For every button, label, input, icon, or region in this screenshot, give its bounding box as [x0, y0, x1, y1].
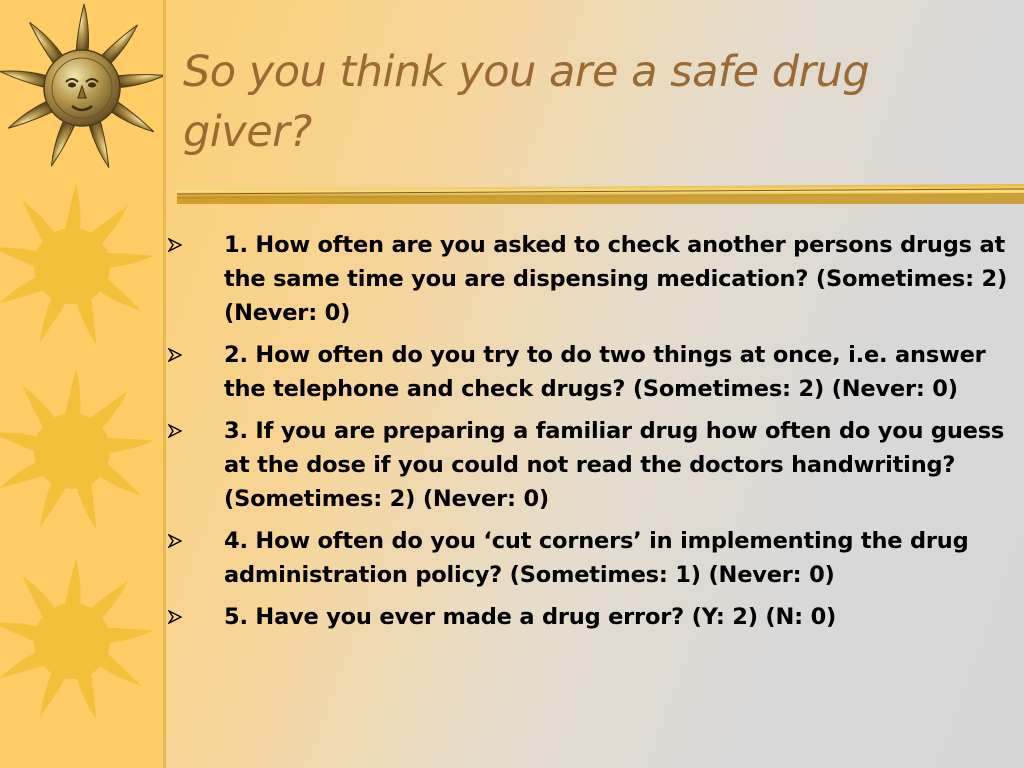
decorative-sidebar — [0, 0, 163, 768]
list-item — [166, 524, 1016, 592]
arrowhead-bullet-icon — [168, 414, 188, 438]
question-text: 1. How often are you asked to check another persons drugs at the same time you are dispensing medication? (Sometimes: 2)(Never: 0) — [224, 232, 1008, 326]
list-item — [166, 228, 1016, 330]
sun-icon — [0, 555, 163, 725]
list-item — [166, 338, 1016, 406]
sun-face-icon — [0, 0, 163, 170]
arrowhead-bullet-icon — [168, 338, 188, 362]
sun-icon — [0, 180, 163, 350]
list-item — [166, 414, 1016, 516]
title-divider — [177, 182, 1024, 206]
question-text: 4. How often do you ‘cut corners’ in implementing the drug administration policy? (Sometimes: 1) (Never: 0) — [224, 528, 969, 588]
question-text: 5. Have you ever made a drug error? (Y: 2) (N: 0) — [224, 604, 837, 630]
list-item — [166, 600, 1016, 634]
arrowhead-bullet-icon — [168, 228, 188, 252]
question-text: 3. If you are preparing a familiar drug how often do you guess at the dose if you could not read the doctors handwriting? (Sometimes: 2) (Never: 0) — [224, 418, 1005, 512]
arrowhead-bullet-icon — [168, 600, 188, 624]
question-text: 2. How often do you try to do two things at once, i.e. answer the telephone and check drugs? (Sometimes: 2) (Never: 0) — [224, 342, 986, 402]
slide-title: So you think you are a safe drug giver? — [183, 47, 870, 157]
arrowhead-bullet-icon — [168, 524, 188, 548]
sun-icon — [0, 365, 163, 535]
question-list — [166, 228, 1016, 642]
